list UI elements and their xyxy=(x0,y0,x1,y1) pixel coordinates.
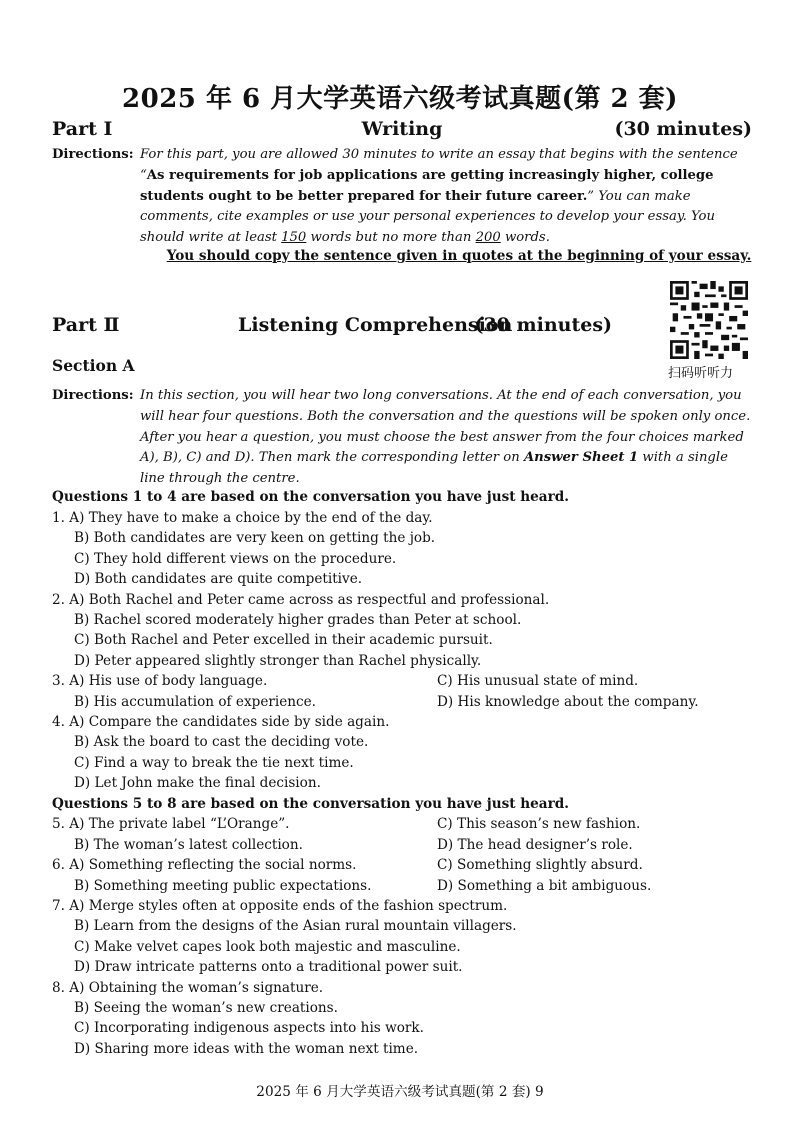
option-q8-c[interactable]: C) Incorporating indigenous aspects into his work. xyxy=(74,1020,424,1036)
option-q7-c[interactable]: C) Make velvet capes look both majestic and masculine. xyxy=(74,939,461,955)
option-q1-c[interactable]: C) They hold different views on the procedure. xyxy=(74,551,397,567)
option-q2-a[interactable]: 2. A) Both Rachel and Peter came across as respectful and professional. xyxy=(52,592,550,608)
section-a-heading: Section A xyxy=(52,356,135,375)
option-q5-c[interactable]: C) This season’s new fashion. xyxy=(437,816,641,832)
qr-caption: 扫码听听力 xyxy=(668,366,734,381)
option-q2-b[interactable]: B) Rachel scored moderately higher grades than Peter at school. xyxy=(74,612,522,628)
directions-rest3: words. xyxy=(500,230,550,246)
essay-prompt: As requirements for job applications are getting increasingly higher, college students ought to be better prepared for their future career. xyxy=(140,167,714,204)
option-q7-b[interactable]: B) Learn from the designs of the Asian rural mountain villagers. xyxy=(74,918,517,934)
option-q4-d[interactable]: D) Let John make the final decision. xyxy=(74,775,321,791)
answer-sheet-ref: Answer Sheet 1 xyxy=(523,450,639,466)
option-q4-b[interactable]: B) Ask the board to cast the deciding vote. xyxy=(74,734,369,750)
part2-name: Listening Comprehension xyxy=(238,314,513,336)
max-words: 200 xyxy=(475,230,501,246)
option-q3-c[interactable]: C) His unusual state of mind. xyxy=(437,673,639,689)
option-q6-c[interactable]: C) Something slightly absurd. xyxy=(437,857,643,873)
option-q8-a[interactable]: 8. A) Obtaining the woman’s signature. xyxy=(52,980,324,996)
part2-label: Part Ⅱ xyxy=(52,314,120,336)
question-group-heading: Questions 1 to 4 are based on the conversation you have just heard. xyxy=(52,489,569,505)
copy-instruction: You should copy the sentence given in quotes at the beginning of your essay. xyxy=(166,248,752,264)
qr-code-icon[interactable] xyxy=(670,281,748,359)
option-q1-a[interactable]: 1. A) They have to make a choice by the end of the day. xyxy=(52,510,433,526)
directions-text-end: with a single line through the centre. xyxy=(140,450,728,487)
option-q7-a[interactable]: 7. A) Merge styles often at opposite ends of the fashion spectrum. xyxy=(52,898,508,914)
option-q8-b[interactable]: B) Seeing the woman’s new creations. xyxy=(74,1000,338,1016)
option-q5-b[interactable]: B) The woman’s latest collection. xyxy=(74,837,303,853)
part1-time: (30 minutes) xyxy=(614,118,752,140)
directions-label: Directions: xyxy=(52,147,134,162)
option-q7-d[interactable]: D) Draw intricate patterns onto a traditional power suit. xyxy=(74,959,463,975)
part2-time: (30 minutes) xyxy=(474,314,612,336)
directions-text: In this section, you will hear two long conversations. At the end of each conversation, you will hear four questions. Both the conversation and the questions will be spoken only once. After you hear a question, you must choose the best answer from the four choices marked A), B), C) and D). Then mark the corresponding letter on xyxy=(140,388,751,466)
page-title: 2025 年 6 月大学英语六级考试真题(第 2 套) xyxy=(122,84,678,114)
option-q2-c[interactable]: C) Both Rachel and Peter excelled in their academic pursuit. xyxy=(74,632,493,648)
option-q8-d[interactable]: D) Sharing more ideas with the woman next time. xyxy=(74,1041,419,1057)
option-q6-a[interactable]: 6. A) Something reflecting the social norms. xyxy=(52,857,357,873)
directions-intro: For this part, you are allowed 30 minutes to write an essay that begins with the sentence “ xyxy=(140,147,738,183)
option-q2-d[interactable]: D) Peter appeared slightly stronger than Rachel physically. xyxy=(74,653,482,669)
option-q5-d[interactable]: D) The head designer’s role. xyxy=(437,837,633,853)
option-q3-b[interactable]: B) His accumulation of experience. xyxy=(74,694,316,710)
listening-directions xyxy=(52,386,756,490)
option-q6-b[interactable]: B) Something meeting public expectations. xyxy=(74,878,372,894)
option-q3-d[interactable]: D) His knowledge about the company. xyxy=(437,694,699,710)
option-q3-a[interactable]: 3. A) His use of body language. xyxy=(52,673,268,689)
part1-label: Part Ⅰ xyxy=(52,118,113,140)
option-q1-d[interactable]: D) Both candidates are quite competitive. xyxy=(74,571,363,587)
min-words: 150 xyxy=(281,230,307,246)
directions-label: Directions: xyxy=(52,388,134,403)
writing-directions xyxy=(52,145,756,249)
option-q4-c[interactable]: C) Find a way to break the tie next time. xyxy=(74,755,354,771)
option-q4-a[interactable]: 4. A) Compare the candidates side by side again. xyxy=(52,714,390,730)
page-footer: 2025 年 6 月大学英语六级考试真题(第 2 套) 9 xyxy=(256,1084,544,1100)
option-q6-d[interactable]: D) Something a bit ambiguous. xyxy=(437,878,652,894)
directions-rest2: words but no more than xyxy=(306,230,476,246)
question-group-heading: Questions 5 to 8 are based on the conversation you have just heard. xyxy=(52,796,569,812)
option-q1-b[interactable]: B) Both candidates are very keen on getting the job. xyxy=(74,530,436,546)
part1-name: Writing xyxy=(361,118,443,140)
option-q5-a[interactable]: 5. A) The private label “L’Orange”. xyxy=(52,816,290,832)
directions-rest1: ” You can make comments, cite examples or use your personal experiences to develop your essay. You should write at least xyxy=(140,188,715,246)
